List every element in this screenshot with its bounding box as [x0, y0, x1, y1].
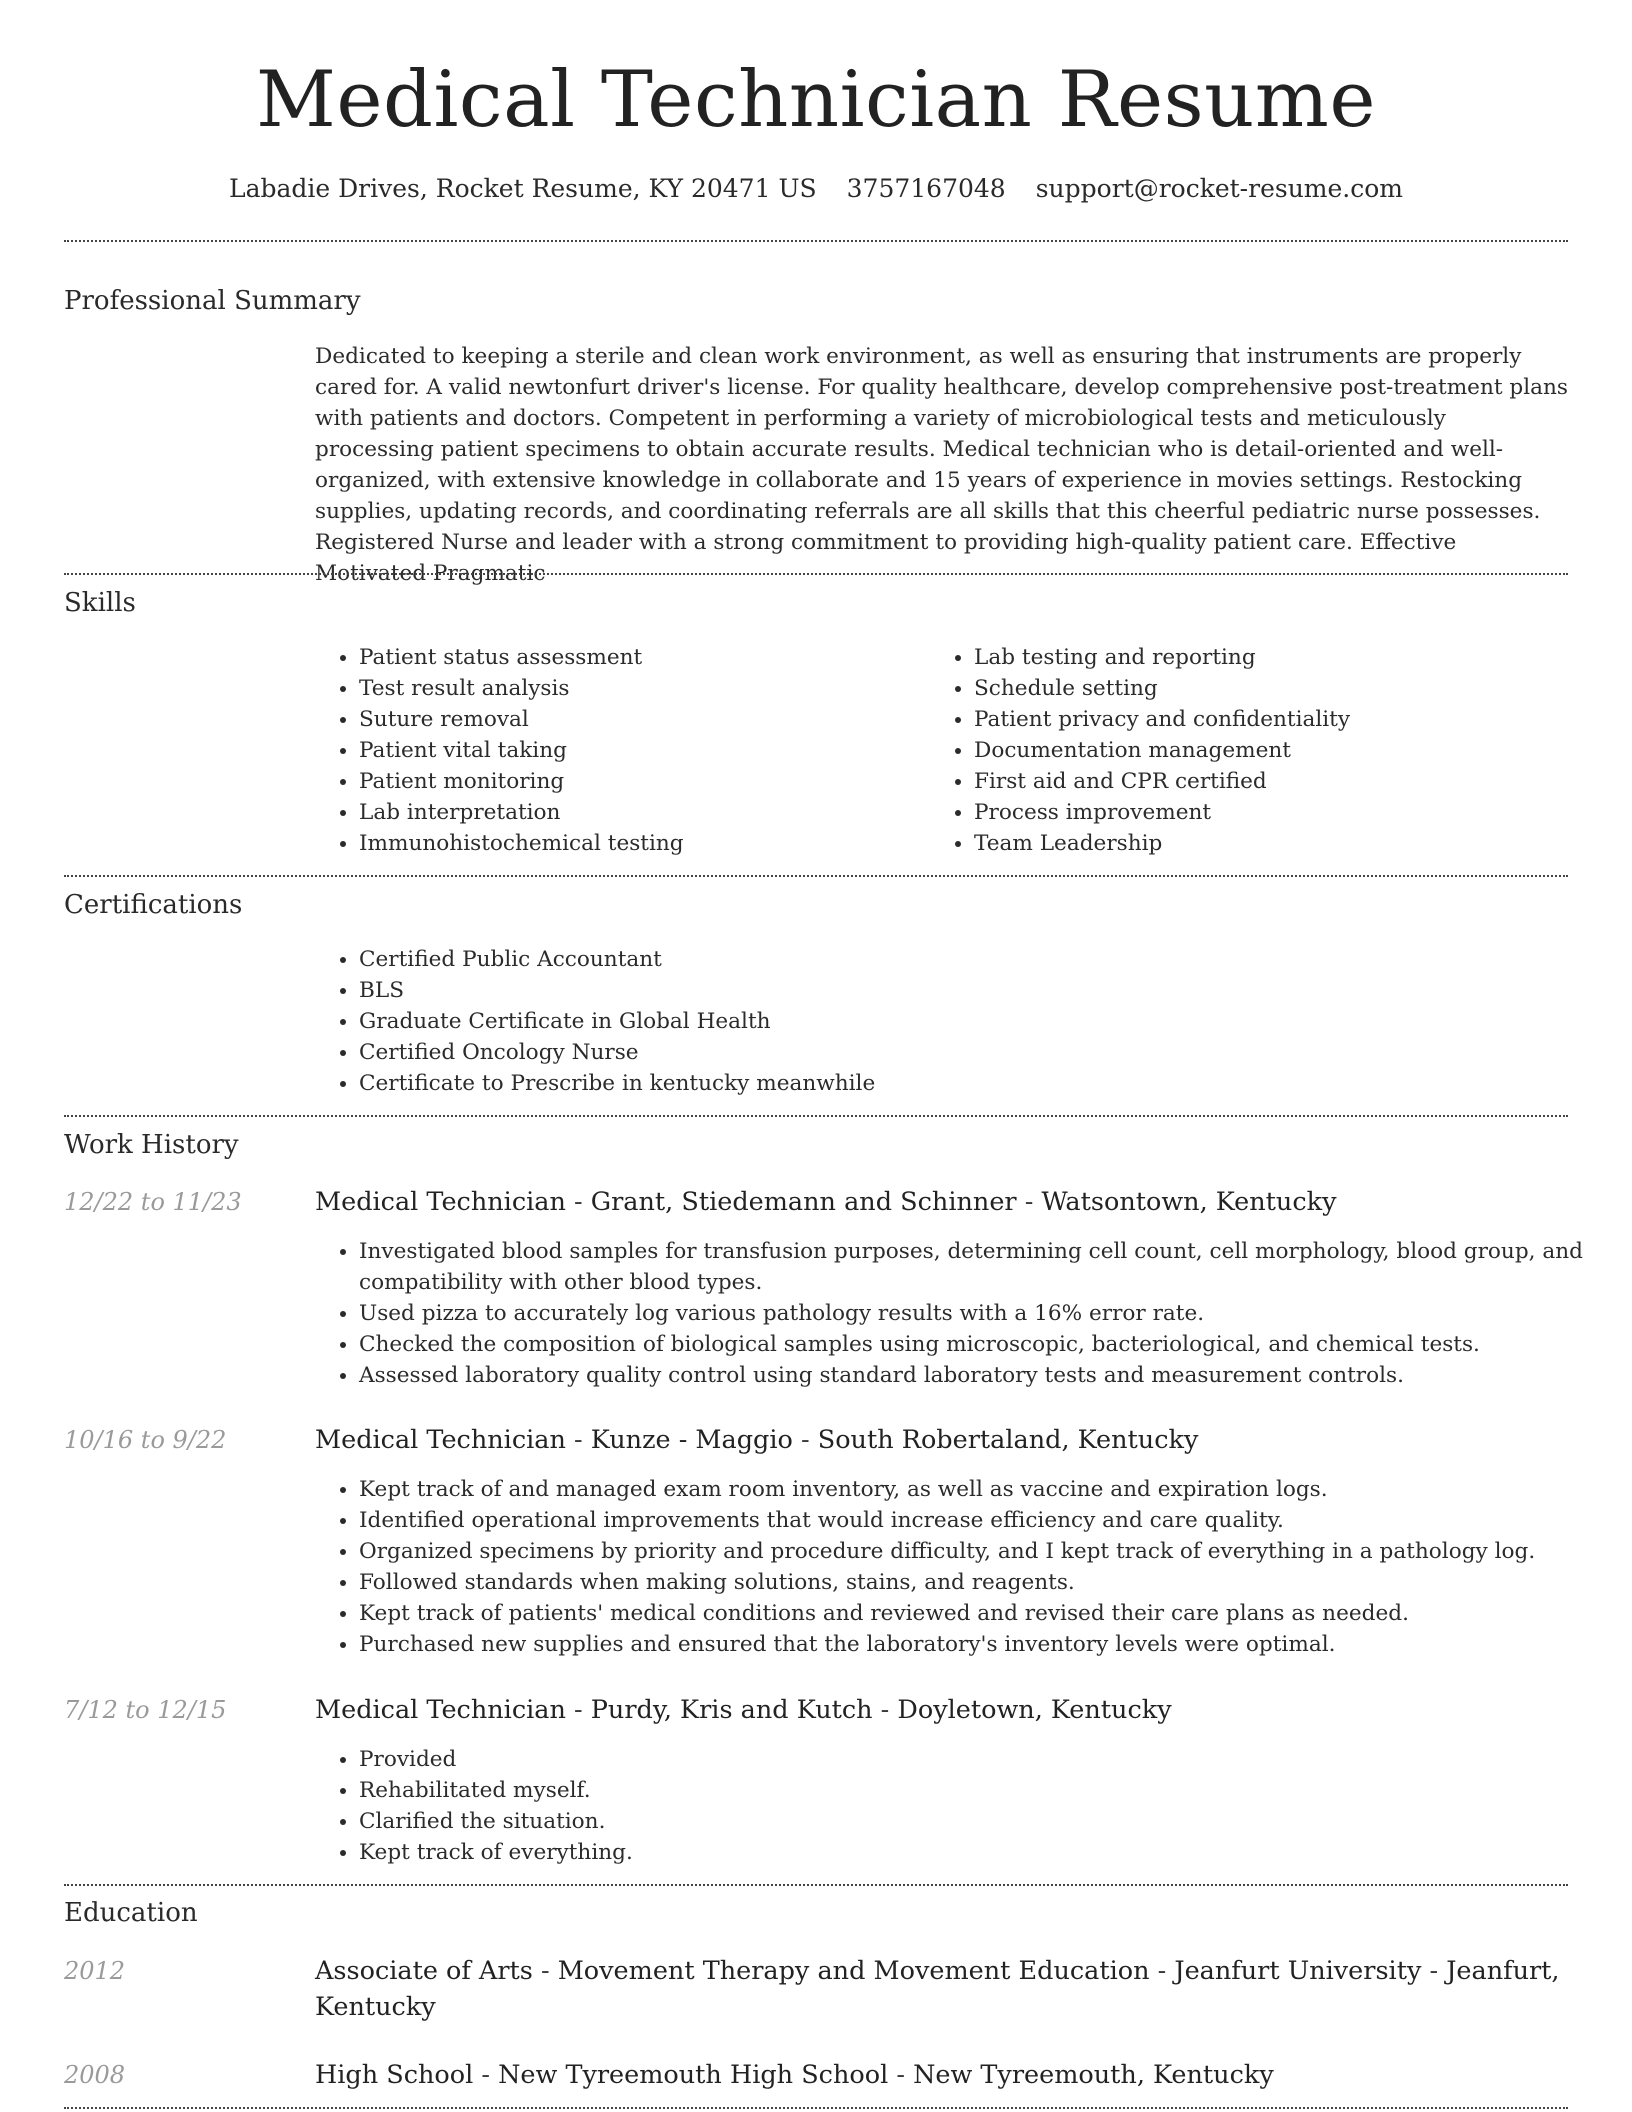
- certification-item: • Graduate Certificate in Global Health: [359, 1006, 1559, 1037]
- job-company: Grant, Stiedemann and Schinner: [590, 1187, 1017, 1217]
- job-bullets: [315, 1744, 1612, 1868]
- job-company: Purdy, Kris and Kutch: [590, 1695, 873, 1725]
- job-bullet: • Kept track of patients' medical conditions and reviewed and revised their care plans as needed.: [359, 1598, 1612, 1629]
- job-bullet: • Checked the composition of biological samples using microscopic, bacteriological, and chemical tests.: [359, 1329, 1612, 1360]
- skill-item: • Schedule setting: [974, 673, 1574, 704]
- job-bullet: • Used pizza to accurately log various pathology results with a 16% error rate.: [359, 1298, 1612, 1329]
- job-bullet: • Rehabilitated myself.: [359, 1775, 1612, 1806]
- work-history-heading: Work History: [64, 1130, 239, 1160]
- summary-text: Dedicated to keeping a sterile and clean work environment, as well as ensuring that instruments are properly cared for. A valid newtonfurt driver's license. For quality healthcare, develop comprehensive post-treatment plans with patients and doctors. Competent in performing a variety of microbiological tests and meticulously processing patient specimens to obtain accurate results. Medical technician who is detail-oriented and well-organized, with extensive knowledge in collaborate and 15 years of experience in movies settings. Restocking supplies, updating records, and coordinating referrals are all skills that this cheerful pediatric nurse possesses. Registered Nurse and leader with a strong commitment to providing high-quality patient care. Effective Motivated Pragmatic: [315, 344, 1568, 586]
- job-bullet: • Investigated blood samples for transfusion purposes, determining cell count, cell morphology, blood group, and compatibility with other blood types.: [359, 1236, 1612, 1298]
- separator: -: [888, 2060, 914, 2090]
- job-role: Medical Technician: [315, 1187, 566, 1217]
- separator: -: [565, 1695, 591, 1725]
- skill-item: • Lab interpretation: [359, 797, 919, 828]
- divider: [64, 1115, 1568, 1117]
- skills-heading: Skills: [64, 588, 136, 618]
- education-heading: Education: [64, 1898, 198, 1928]
- certification-item: • BLS: [359, 975, 1559, 1006]
- job-dates: 7/12 to 12/15: [64, 1696, 227, 1724]
- job-role: Medical Technician: [315, 1695, 566, 1725]
- job-bullet: • Assessed laboratory quality control using standard laboratory tests and measurement controls.: [359, 1360, 1612, 1391]
- certification-item: • Certified Public Accountant: [359, 944, 1559, 975]
- education-year: 2012: [64, 1957, 126, 1985]
- job-title: [315, 1184, 1568, 1220]
- job-bullet: • Identified operational improvements that would increase efficiency and care quality.: [359, 1505, 1612, 1536]
- separator: -: [1421, 1956, 1447, 1986]
- contact-line: [0, 170, 1632, 208]
- divider: [64, 1884, 1568, 1886]
- skill-item: • Patient monitoring: [359, 766, 919, 797]
- skill-item: • Process improvement: [974, 797, 1574, 828]
- job-dates: 12/22 to 11/23: [64, 1188, 242, 1216]
- job-bullet: • Followed standards when making solutions, stains, and reagents.: [359, 1567, 1612, 1598]
- divider: [64, 2107, 1568, 2109]
- divider: [64, 875, 1568, 877]
- separator: -: [565, 1425, 591, 1455]
- separator: -: [1149, 1956, 1175, 1986]
- education-location: Jeanfurt, Kentucky: [315, 1956, 1560, 2022]
- summary-heading: Professional Summary: [64, 286, 361, 316]
- divider: [64, 240, 1568, 242]
- job-location: South Robertaland, Kentucky: [817, 1425, 1199, 1455]
- separator: -: [532, 1956, 558, 1986]
- job-bullet: • Kept track of everything.: [359, 1837, 1612, 1868]
- education-school: Jeanfurt University: [1174, 1956, 1422, 1986]
- skill-item: • Immunohistochemical testing: [359, 828, 919, 859]
- certification-item: • Certified Oncology Nurse: [359, 1037, 1559, 1068]
- job-dates: 10/16 to 9/22: [64, 1426, 227, 1454]
- skills-list-right: [930, 642, 1574, 859]
- job-bullet: • Provided: [359, 1744, 1612, 1775]
- job-bullet: • Clarified the situation.: [359, 1806, 1612, 1837]
- skill-item: • Test result analysis: [359, 673, 919, 704]
- contact-phone: 3757167048: [846, 174, 1006, 203]
- skill-item: • Lab testing and reporting: [974, 642, 1574, 673]
- job-title: [315, 1692, 1568, 1728]
- education-degree: Associate of Arts: [315, 1956, 533, 1986]
- separator: -: [1016, 1187, 1042, 1217]
- job-role: Medical Technician: [315, 1425, 566, 1455]
- contact-email: support@rocket-resume.com: [1035, 174, 1404, 203]
- job-bullet: • Purchased new supplies and ensured that the laboratory's inventory levels were optimal.: [359, 1629, 1612, 1660]
- job-location: Watsontown, Kentucky: [1041, 1187, 1337, 1217]
- certifications-list: [315, 944, 1559, 1099]
- education-entry: [315, 2057, 1568, 2093]
- education-field: Movement Therapy and Movement Education: [557, 1956, 1150, 1986]
- skill-item: • Documentation management: [974, 735, 1574, 766]
- divider: [64, 573, 1568, 575]
- job-bullet: • Kept track of and managed exam room inventory, as well as vaccine and expiration logs.: [359, 1474, 1612, 1505]
- skill-item: • Suture removal: [359, 704, 919, 735]
- skill-item: • Patient vital taking: [359, 735, 919, 766]
- skill-item: • Patient privacy and confidentiality: [974, 704, 1574, 735]
- separator: -: [792, 1425, 818, 1455]
- certification-item: • Certificate to Prescribe in kentucky meanwhile: [359, 1068, 1559, 1099]
- job-company: Kunze - Maggio: [590, 1425, 793, 1455]
- job-bullets: [315, 1474, 1612, 1660]
- separator: -: [872, 1695, 898, 1725]
- skill-item: • First aid and CPR certified: [974, 766, 1574, 797]
- resume-title: Medical Technician Resume: [255, 55, 1376, 145]
- certifications-heading: Certifications: [64, 890, 243, 920]
- education-school: New Tyreemouth High School: [498, 2060, 889, 2090]
- separator: -: [565, 1187, 591, 1217]
- job-title: [315, 1422, 1568, 1458]
- education-entry: [315, 1953, 1568, 2025]
- skill-item: • Team Leadership: [974, 828, 1574, 859]
- contact-address: Labadie Drives, Rocket Resume, KY 20471 US: [228, 174, 817, 203]
- job-bullet: • Organized specimens by priority and procedure difficulty, and I kept track of everything in a pathology log.: [359, 1536, 1612, 1567]
- education-location: New Tyreemouth, Kentucky: [913, 2060, 1274, 2090]
- education-degree: High School: [315, 2060, 474, 2090]
- job-bullets: [315, 1236, 1612, 1391]
- education-year: 2008: [64, 2061, 126, 2089]
- skills-list-left: [315, 642, 919, 859]
- separator: -: [473, 2060, 499, 2090]
- job-location: Doyletown, Kentucky: [897, 1695, 1172, 1725]
- skill-item: • Patient status assessment: [359, 642, 919, 673]
